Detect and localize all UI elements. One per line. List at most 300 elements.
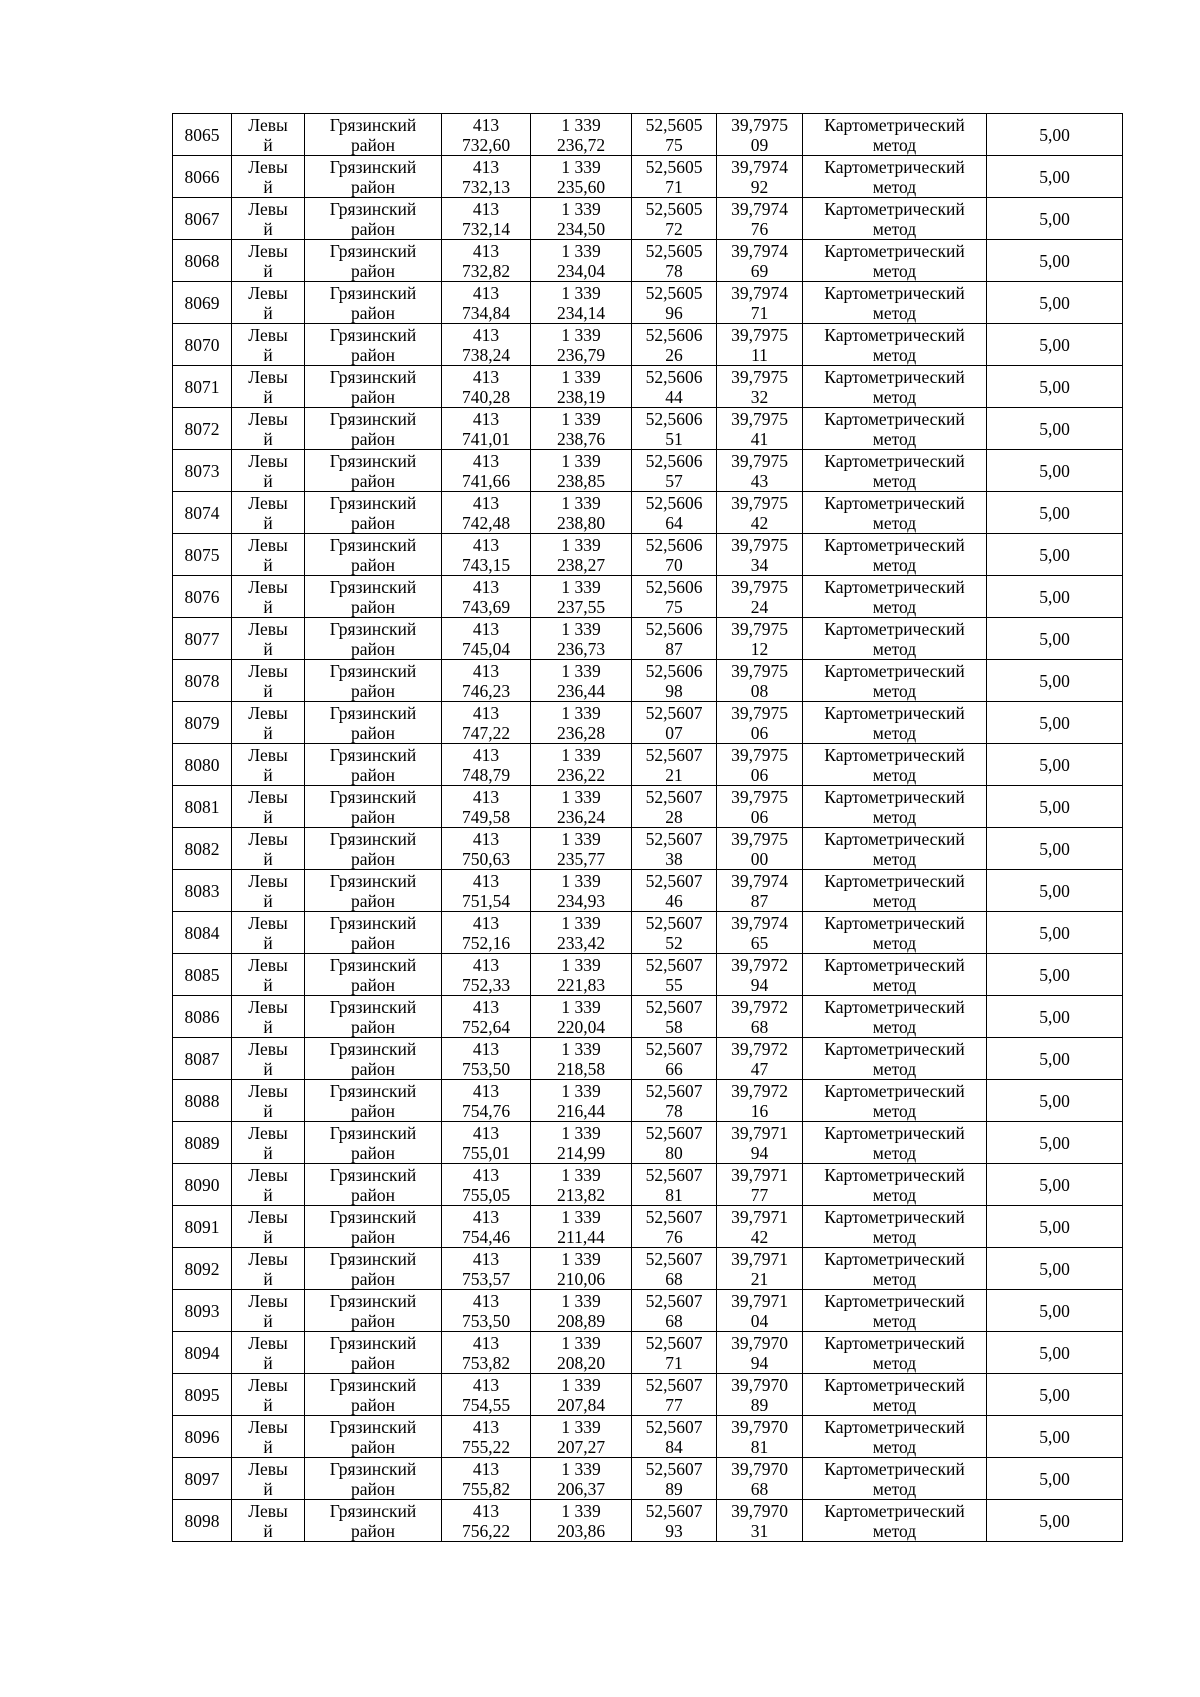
side-cell xyxy=(232,576,305,618)
latitude-cell-line: 96 xyxy=(665,302,683,323)
district-cell-line: район xyxy=(351,1478,395,1499)
district-cell-line: Грязинский xyxy=(329,156,417,177)
table-row xyxy=(173,1290,1123,1332)
longitude-cell-line: 39,7970 xyxy=(731,1416,788,1437)
district-cell-line: Грязинский xyxy=(329,1164,417,1185)
longitude-cell-line: 39,7975 xyxy=(731,660,788,681)
y-coordinate-cell-line: 234,50 xyxy=(556,218,606,239)
x-coordinate-cell-line: 749,58 xyxy=(461,806,511,827)
district-cell xyxy=(305,618,442,660)
side-cell-line: Левы xyxy=(248,786,288,807)
table-row xyxy=(173,1458,1123,1500)
side-cell-line: Левы xyxy=(248,1458,288,1479)
longitude-cell xyxy=(717,366,803,408)
y-coordinate-cell-line: 213,82 xyxy=(556,1184,606,1205)
method-cell-line: Картометрический xyxy=(824,492,965,513)
district-cell-line: район xyxy=(351,176,395,197)
accuracy-value-cell: 5,00 xyxy=(987,1458,1123,1500)
district-cell-line: район xyxy=(351,974,395,995)
district-cell-line: Грязинский xyxy=(329,996,417,1017)
y-coordinate-cell-line: 1 339 xyxy=(561,576,601,597)
district-cell-line: Грязинский xyxy=(329,1248,417,1269)
district-cell-line: Грязинский xyxy=(329,198,417,219)
accuracy-value-cell: 5,00 xyxy=(987,786,1123,828)
method-cell-line: метод xyxy=(872,1436,917,1457)
district-cell-line: район xyxy=(351,848,395,869)
method-cell-line: Картометрический xyxy=(824,1500,965,1521)
longitude-cell-line: 34 xyxy=(750,554,769,575)
method-cell-line: метод xyxy=(872,1016,917,1037)
accuracy-value-cell: 5,00 xyxy=(987,198,1123,240)
accuracy-value-cell: 5,00 xyxy=(987,954,1123,996)
side-cell-line: й xyxy=(263,512,273,533)
point-number-cell: 8069 xyxy=(173,282,232,324)
y-coordinate-cell-line: 1 339 xyxy=(561,282,601,303)
table-row xyxy=(173,1080,1123,1122)
method-cell xyxy=(803,1500,987,1542)
longitude-cell-line: 68 xyxy=(750,1478,769,1499)
point-number-cell: 8067 xyxy=(173,198,232,240)
district-cell-line: район xyxy=(351,512,395,533)
y-coordinate-cell-line: 236,28 xyxy=(556,722,606,743)
district-cell-line: район xyxy=(351,638,395,659)
latitude-cell-line: 89 xyxy=(665,1478,683,1499)
side-cell xyxy=(232,786,305,828)
accuracy-value-cell: 5,00 xyxy=(987,408,1123,450)
method-cell-line: Картометрический xyxy=(824,786,965,807)
method-cell-line: Картометрический xyxy=(824,114,965,135)
method-cell-line: Картометрический xyxy=(824,198,965,219)
district-cell xyxy=(305,282,442,324)
point-number-cell: 8077 xyxy=(173,618,232,660)
method-cell-line: Картометрический xyxy=(824,912,965,933)
longitude-cell-line: 39,7972 xyxy=(731,996,788,1017)
longitude-cell-line: 81 xyxy=(750,1436,769,1457)
district-cell-line: район xyxy=(351,1016,395,1037)
side-cell xyxy=(232,702,305,744)
x-coordinate-cell xyxy=(442,1122,531,1164)
side-cell xyxy=(232,324,305,366)
y-coordinate-cell xyxy=(531,828,632,870)
y-coordinate-cell-line: 235,60 xyxy=(556,176,606,197)
method-cell-line: метод xyxy=(872,680,917,701)
x-coordinate-cell-line: 413 xyxy=(472,1080,500,1101)
side-cell-line: й xyxy=(263,974,273,995)
table-row xyxy=(173,198,1123,240)
side-cell xyxy=(232,1248,305,1290)
method-cell-line: метод xyxy=(872,344,917,365)
y-coordinate-cell-line: 237,55 xyxy=(556,596,606,617)
district-cell xyxy=(305,534,442,576)
district-cell xyxy=(305,576,442,618)
point-number-cell: 8088 xyxy=(173,1080,232,1122)
side-cell-line: й xyxy=(263,680,273,701)
side-cell xyxy=(232,408,305,450)
longitude-cell-line: 16 xyxy=(750,1100,769,1121)
longitude-cell xyxy=(717,1332,803,1374)
latitude-cell xyxy=(632,1206,717,1248)
longitude-cell-line: 21 xyxy=(750,1268,769,1289)
accuracy-value-cell: 5,00 xyxy=(987,1038,1123,1080)
latitude-cell-line: 52,5607 xyxy=(645,702,703,723)
method-cell-line: метод xyxy=(872,596,917,617)
y-coordinate-cell-line: 1 339 xyxy=(561,366,601,387)
method-cell xyxy=(803,1290,987,1332)
x-coordinate-cell-line: 413 xyxy=(472,744,500,765)
method-cell xyxy=(803,870,987,912)
side-cell-line: й xyxy=(263,1478,273,1499)
district-cell-line: Грязинский xyxy=(329,870,417,891)
side-cell-line: й xyxy=(263,1310,273,1331)
x-coordinate-cell-line: 413 xyxy=(472,954,500,975)
table-row xyxy=(173,450,1123,492)
table-row xyxy=(173,618,1123,660)
side-cell-line: Левы xyxy=(248,1374,288,1395)
latitude-cell xyxy=(632,324,717,366)
side-cell-line: й xyxy=(263,1100,273,1121)
district-cell-line: район xyxy=(351,344,395,365)
side-cell-line: Левы xyxy=(248,534,288,555)
district-cell-line: Грязинский xyxy=(329,240,417,261)
y-coordinate-cell-line: 218,58 xyxy=(556,1058,606,1079)
longitude-cell-line: 06 xyxy=(750,764,769,785)
x-coordinate-cell-line: 413 xyxy=(472,240,500,261)
x-coordinate-cell-line: 752,16 xyxy=(461,932,511,953)
longitude-cell xyxy=(717,912,803,954)
method-cell-line: метод xyxy=(872,722,917,743)
side-cell xyxy=(232,828,305,870)
side-cell-line: й xyxy=(263,1058,273,1079)
x-coordinate-cell-line: 413 xyxy=(472,996,500,1017)
accuracy-value-cell: 5,00 xyxy=(987,744,1123,786)
y-coordinate-cell-line: 216,44 xyxy=(556,1100,606,1121)
x-coordinate-cell-line: 413 xyxy=(472,324,500,345)
district-cell xyxy=(305,1248,442,1290)
method-cell-line: Картометрический xyxy=(824,1458,965,1479)
side-cell xyxy=(232,240,305,282)
x-coordinate-cell-line: 732,60 xyxy=(461,134,511,155)
point-number-cell: 8072 xyxy=(173,408,232,450)
longitude-cell-line: 43 xyxy=(750,470,769,491)
longitude-cell-line: 39,7971 xyxy=(731,1122,788,1143)
x-coordinate-cell-line: 413 xyxy=(472,156,500,177)
side-cell-line: й xyxy=(263,554,273,575)
latitude-cell xyxy=(632,1458,717,1500)
latitude-cell-line: 72 xyxy=(665,218,683,239)
district-cell-line: район xyxy=(351,428,395,449)
longitude-cell-line: 94 xyxy=(750,1142,769,1163)
method-cell-line: Картометрический xyxy=(824,576,965,597)
longitude-cell-line: 39,7975 xyxy=(731,408,788,429)
latitude-cell-line: 07 xyxy=(665,722,683,743)
y-coordinate-cell-line: 236,73 xyxy=(556,638,606,659)
point-number-cell: 8083 xyxy=(173,870,232,912)
accuracy-value-cell: 5,00 xyxy=(987,366,1123,408)
x-coordinate-cell-line: 753,50 xyxy=(461,1310,511,1331)
district-cell xyxy=(305,870,442,912)
latitude-cell xyxy=(632,114,717,156)
longitude-cell xyxy=(717,408,803,450)
y-coordinate-cell xyxy=(531,1164,632,1206)
y-coordinate-cell-line: 238,85 xyxy=(556,470,606,491)
longitude-cell-line: 39,7975 xyxy=(731,114,788,135)
point-number-cell: 8095 xyxy=(173,1374,232,1416)
longitude-cell-line: 39,7971 xyxy=(731,1206,788,1227)
side-cell-line: Левы xyxy=(248,1500,288,1521)
longitude-cell xyxy=(717,1416,803,1458)
district-cell-line: район xyxy=(351,218,395,239)
point-number-cell: 8070 xyxy=(173,324,232,366)
x-coordinate-cell-line: 755,01 xyxy=(461,1142,511,1163)
x-coordinate-cell-line: 413 xyxy=(472,828,500,849)
longitude-cell-line: 69 xyxy=(750,260,769,281)
method-cell-line: метод xyxy=(872,1058,917,1079)
district-cell-line: Грязинский xyxy=(329,786,417,807)
district-cell-line: Грязинский xyxy=(329,1458,417,1479)
table-row xyxy=(173,786,1123,828)
latitude-cell xyxy=(632,1374,717,1416)
method-cell-line: Картометрический xyxy=(824,1122,965,1143)
table-row xyxy=(173,828,1123,870)
longitude-cell xyxy=(717,1164,803,1206)
district-cell xyxy=(305,1374,442,1416)
side-cell xyxy=(232,282,305,324)
district-cell-line: Грязинский xyxy=(329,114,417,135)
district-cell-line: район xyxy=(351,554,395,575)
point-number-cell: 8074 xyxy=(173,492,232,534)
latitude-cell xyxy=(632,996,717,1038)
latitude-cell-line: 52,5606 xyxy=(645,618,703,639)
point-number-cell: 8084 xyxy=(173,912,232,954)
latitude-cell-line: 52,5606 xyxy=(645,576,703,597)
y-coordinate-cell-line: 234,14 xyxy=(556,302,606,323)
district-cell-line: Грязинский xyxy=(329,1080,417,1101)
accuracy-value-cell: 5,00 xyxy=(987,1206,1123,1248)
x-coordinate-cell-line: 741,01 xyxy=(461,428,511,449)
district-cell xyxy=(305,114,442,156)
y-coordinate-cell-line: 1 339 xyxy=(561,408,601,429)
side-cell-line: Левы xyxy=(248,1080,288,1101)
side-cell xyxy=(232,1290,305,1332)
accuracy-value-cell: 5,00 xyxy=(987,702,1123,744)
side-cell-line: Левы xyxy=(248,828,288,849)
side-cell-line: Левы xyxy=(248,618,288,639)
x-coordinate-cell-line: 756,22 xyxy=(461,1520,511,1541)
y-coordinate-cell-line: 1 339 xyxy=(561,996,601,1017)
district-cell-line: район xyxy=(351,680,395,701)
longitude-cell xyxy=(717,786,803,828)
method-cell xyxy=(803,996,987,1038)
longitude-cell xyxy=(717,1038,803,1080)
method-cell-line: метод xyxy=(872,218,917,239)
y-coordinate-cell-line: 1 339 xyxy=(561,1206,601,1227)
accuracy-value-cell: 5,00 xyxy=(987,1374,1123,1416)
district-cell-line: Грязинский xyxy=(329,366,417,387)
y-coordinate-cell-line: 1 339 xyxy=(561,618,601,639)
accuracy-value-cell: 5,00 xyxy=(987,1332,1123,1374)
x-coordinate-cell-line: 755,22 xyxy=(461,1436,511,1457)
side-cell xyxy=(232,870,305,912)
point-number-cell: 8091 xyxy=(173,1206,232,1248)
x-coordinate-cell-line: 413 xyxy=(472,408,500,429)
table-row xyxy=(173,1206,1123,1248)
longitude-cell xyxy=(717,1080,803,1122)
y-coordinate-cell xyxy=(531,1080,632,1122)
latitude-cell-line: 52,5605 xyxy=(645,282,703,303)
longitude-cell xyxy=(717,870,803,912)
y-coordinate-cell-line: 214,99 xyxy=(556,1142,606,1163)
side-cell-line: Левы xyxy=(248,996,288,1017)
latitude-cell-line: 46 xyxy=(665,890,683,911)
longitude-cell-line: 39,7974 xyxy=(731,912,788,933)
point-number-cell: 8078 xyxy=(173,660,232,702)
accuracy-value-cell: 5,00 xyxy=(987,576,1123,618)
y-coordinate-cell-line: 1 339 xyxy=(561,1248,601,1269)
method-cell xyxy=(803,576,987,618)
district-cell-line: Грязинский xyxy=(329,1332,417,1353)
district-cell-line: район xyxy=(351,1184,395,1205)
longitude-cell-line: 24 xyxy=(750,596,769,617)
y-coordinate-cell-line: 206,37 xyxy=(556,1478,606,1499)
district-cell-line: район xyxy=(351,722,395,743)
x-coordinate-cell-line: 743,15 xyxy=(461,554,511,575)
method-cell-line: метод xyxy=(872,134,917,155)
method-cell-line: Картометрический xyxy=(824,156,965,177)
side-cell xyxy=(232,744,305,786)
latitude-cell-line: 52,5607 xyxy=(645,744,703,765)
x-coordinate-cell xyxy=(442,954,531,996)
table-row xyxy=(173,744,1123,786)
latitude-cell-line: 52,5607 xyxy=(645,1122,703,1143)
y-coordinate-cell xyxy=(531,492,632,534)
latitude-cell-line: 52,5607 xyxy=(645,1206,703,1227)
side-cell-line: Левы xyxy=(248,1164,288,1185)
y-coordinate-cell xyxy=(531,1458,632,1500)
point-number-cell: 8087 xyxy=(173,1038,232,1080)
side-cell-line: Левы xyxy=(248,576,288,597)
x-coordinate-cell-line: 413 xyxy=(472,1374,500,1395)
method-cell-line: метод xyxy=(872,1394,917,1415)
side-cell-line: й xyxy=(263,386,273,407)
x-coordinate-cell xyxy=(442,1416,531,1458)
y-coordinate-cell xyxy=(531,1122,632,1164)
longitude-cell xyxy=(717,660,803,702)
point-number-cell: 8065 xyxy=(173,114,232,156)
district-cell-line: Грязинский xyxy=(329,618,417,639)
longitude-cell-line: 39,7974 xyxy=(731,240,788,261)
longitude-cell-line: 39,7975 xyxy=(731,534,788,555)
latitude-cell xyxy=(632,408,717,450)
y-coordinate-cell-line: 236,44 xyxy=(556,680,606,701)
longitude-cell-line: 39,7970 xyxy=(731,1332,788,1353)
y-coordinate-cell-line: 1 339 xyxy=(561,492,601,513)
point-number-cell: 8089 xyxy=(173,1122,232,1164)
district-cell-line: район xyxy=(351,1352,395,1373)
table-row xyxy=(173,1332,1123,1374)
longitude-cell-line: 39,7972 xyxy=(731,954,788,975)
x-coordinate-cell-line: 747,22 xyxy=(461,722,511,743)
longitude-cell-line: 94 xyxy=(750,1352,769,1373)
latitude-cell-line: 55 xyxy=(665,974,683,995)
side-cell-line: Левы xyxy=(248,198,288,219)
district-cell xyxy=(305,1416,442,1458)
y-coordinate-cell xyxy=(531,996,632,1038)
district-cell-line: Грязинский xyxy=(329,744,417,765)
longitude-cell-line: 39,7975 xyxy=(731,450,788,471)
district-cell-line: район xyxy=(351,1058,395,1079)
longitude-cell-line: 39,7975 xyxy=(731,744,788,765)
district-cell-line: Грязинский xyxy=(329,408,417,429)
longitude-cell-line: 09 xyxy=(750,134,769,155)
y-coordinate-cell xyxy=(531,534,632,576)
latitude-cell xyxy=(632,1416,717,1458)
x-coordinate-cell-line: 413 xyxy=(472,1206,500,1227)
method-cell-line: метод xyxy=(872,1142,917,1163)
district-cell xyxy=(305,1500,442,1542)
latitude-cell xyxy=(632,1164,717,1206)
side-cell-line: Левы xyxy=(248,912,288,933)
side-cell xyxy=(232,996,305,1038)
longitude-cell-line: 42 xyxy=(750,512,769,533)
x-coordinate-cell-line: 413 xyxy=(472,1038,500,1059)
accuracy-value-cell: 5,00 xyxy=(987,1248,1123,1290)
y-coordinate-cell-line: 1 339 xyxy=(561,744,601,765)
district-cell-line: район xyxy=(351,932,395,953)
method-cell xyxy=(803,1374,987,1416)
x-coordinate-cell-line: 413 xyxy=(472,366,500,387)
y-coordinate-cell-line: 233,42 xyxy=(556,932,606,953)
method-cell-line: метод xyxy=(872,1184,917,1205)
side-cell-line: Левы xyxy=(248,1416,288,1437)
method-cell xyxy=(803,450,987,492)
accuracy-value-cell: 5,00 xyxy=(987,870,1123,912)
longitude-cell xyxy=(717,954,803,996)
accuracy-value-cell: 5,00 xyxy=(987,828,1123,870)
method-cell-line: метод xyxy=(872,428,917,449)
x-coordinate-cell-line: 413 xyxy=(472,618,500,639)
x-coordinate-cell-line: 745,04 xyxy=(461,638,511,659)
x-coordinate-cell-line: 413 xyxy=(472,1122,500,1143)
side-cell xyxy=(232,1038,305,1080)
method-cell-line: метод xyxy=(872,638,917,659)
latitude-cell xyxy=(632,1080,717,1122)
district-cell-line: район xyxy=(351,1310,395,1331)
longitude-cell-line: 39,7975 xyxy=(731,786,788,807)
method-cell-line: Картометрический xyxy=(824,408,965,429)
x-coordinate-cell-line: 743,69 xyxy=(461,596,511,617)
x-coordinate-cell-line: 738,24 xyxy=(461,344,511,365)
longitude-cell xyxy=(717,1290,803,1332)
district-cell xyxy=(305,156,442,198)
y-coordinate-cell-line: 236,22 xyxy=(556,764,606,785)
x-coordinate-cell xyxy=(442,660,531,702)
y-coordinate-cell-line: 1 339 xyxy=(561,870,601,891)
side-cell-line: й xyxy=(263,134,273,155)
side-cell xyxy=(232,366,305,408)
side-cell xyxy=(232,198,305,240)
x-coordinate-cell-line: 750,63 xyxy=(461,848,511,869)
method-cell xyxy=(803,828,987,870)
method-cell-line: метод xyxy=(872,932,917,953)
accuracy-value-cell: 5,00 xyxy=(987,450,1123,492)
method-cell-line: метод xyxy=(872,806,917,827)
side-cell-line: Левы xyxy=(248,744,288,765)
x-coordinate-cell xyxy=(442,492,531,534)
side-cell-line: й xyxy=(263,722,273,743)
latitude-cell-line: 52,5607 xyxy=(645,1332,703,1353)
longitude-cell-line: 39,7970 xyxy=(731,1458,788,1479)
district-cell xyxy=(305,1164,442,1206)
